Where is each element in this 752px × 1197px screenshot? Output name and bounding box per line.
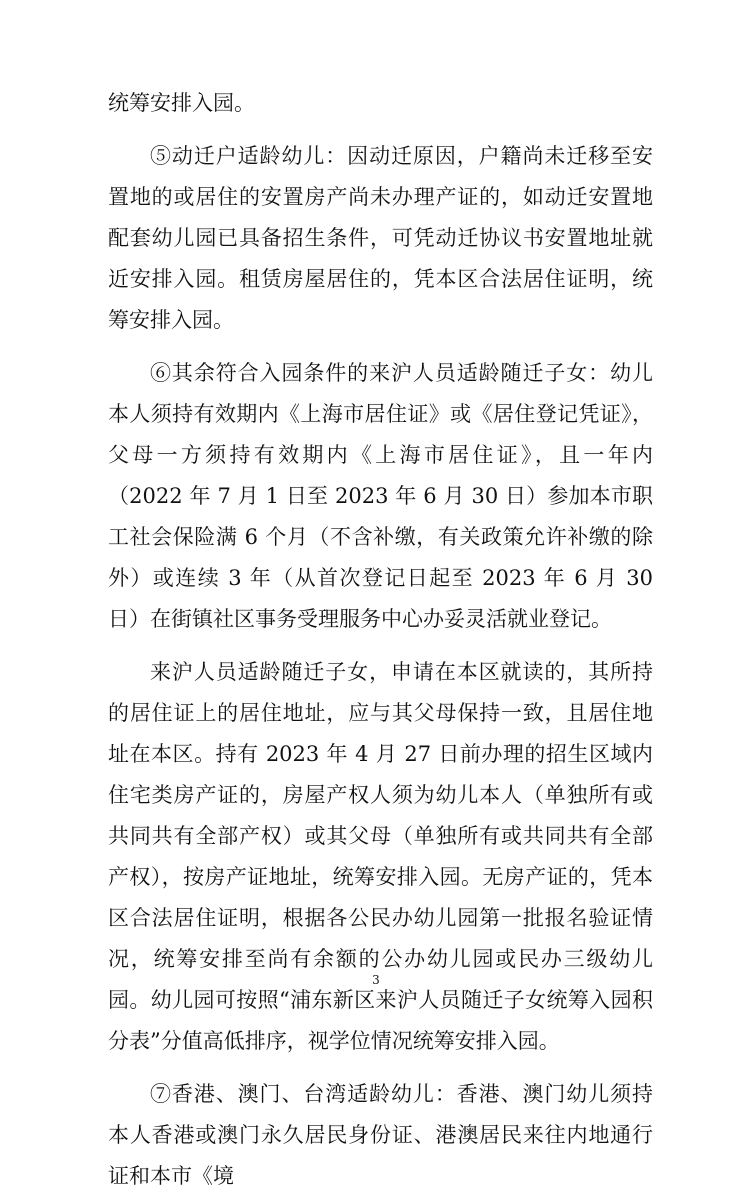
paragraph-continuation: 统筹安排入园。 bbox=[108, 91, 255, 115]
paragraph-migrant-children: ⑥其余符合入园条件的来沪人员适龄随迁子女：幼儿本人须持有效期内《上海市居住证》或《居住登记凭证》，父母一方须持有效期内《上海市居住证》，且一年内（2022 年 7 月 1 日至 2023 年 6 月 30 日）参加本市职工社会保险满 6 个月（不含补缴，有关政策允许补缴的除外）或连续 3 年（从首次登记日起至 2023 年 6 月 30 日）在街镇社区事务受理服务中心办妥灵活就业登记。 bbox=[108, 361, 653, 631]
paragraph-hk-macao-taiwan: ⑦香港、澳门、台湾适龄幼儿：香港、澳门幼儿须持本人香港或澳门永久居民身份证、港澳居民来往内地通行证和本市《境 bbox=[108, 1082, 653, 1188]
document-body bbox=[108, 83, 653, 1197]
paragraph-relocated-households: ⑤动迁户适龄幼儿：因动迁原因，户籍尚未迁移至安置地的或居住的安置房产尚未办理产证的，如动迁安置地配套幼儿园已具备招生条件，可凭动迁协议书安置地址就近安排入园。租赁房屋居住的，凭本区合法居住证明，统筹安排入园。 bbox=[108, 144, 653, 332]
page-number: 3 bbox=[372, 973, 380, 987]
paragraph-migrant-residence-rules: 来沪人员适龄随迁子女，申请在本区就读的，其所持的居住证上的居住地址，应与其父母保持一致，且居住地址在本区。持有 2023 年 4 月 27 日前办理的招生区域内住宅类房产证的，房屋产权人须为幼儿本人（单独所有或共同共有全部产权）或其父母（单独所有或共同共有全部产权），按房产证地址，统筹安排入园。无房产证的，凭本区合法居住证明，根据各公民办幼儿园第一批报名验证情况，统筹安排至尚有余额的公办幼儿园或民办三级幼儿园。幼儿园可按照“浦东新区来沪人员随迁子女统筹入园积分表”分值高低排序，视学位情况统筹安排入园。 bbox=[108, 660, 653, 1053]
